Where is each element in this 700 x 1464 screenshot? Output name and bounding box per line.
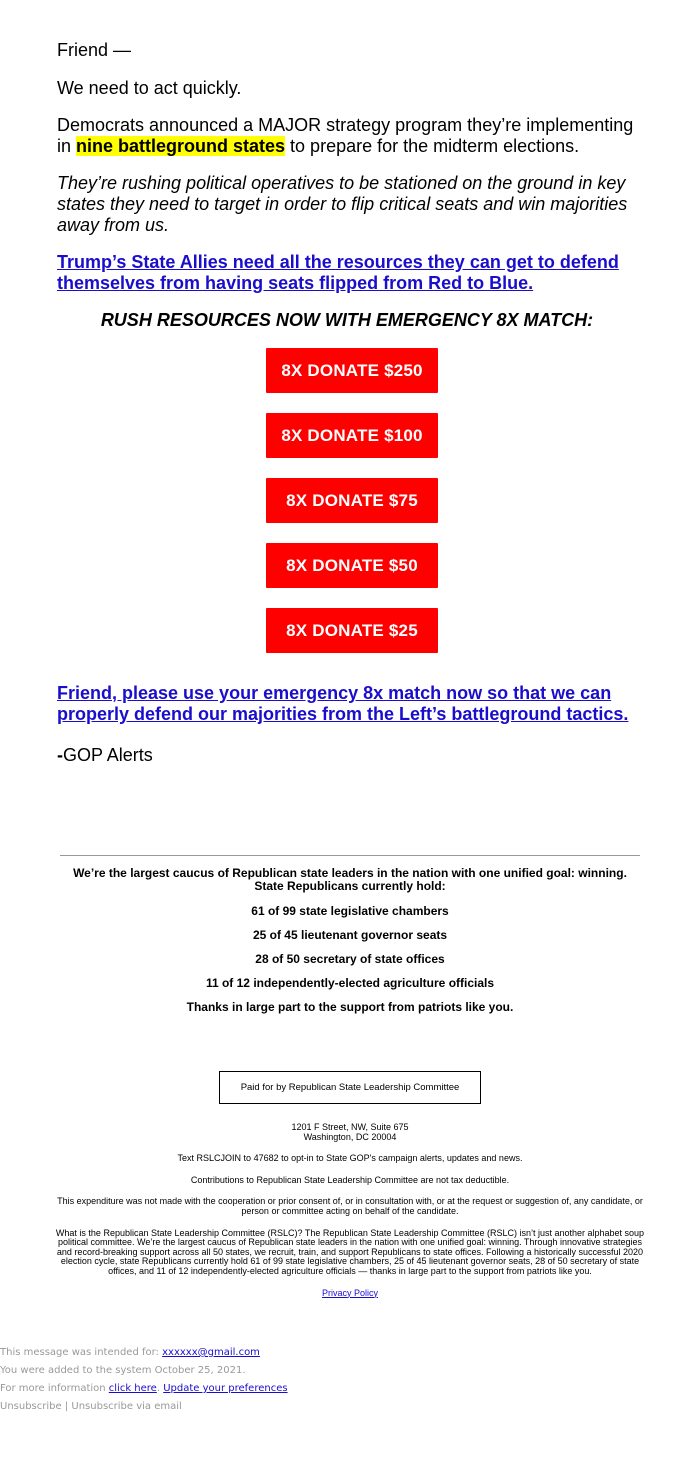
- signature-name: GOP Alerts: [63, 745, 153, 765]
- more-info-label: For more information: [0, 1383, 109, 1394]
- stat-item: 11 of 12 independently-elected agriculture officials: [205, 976, 495, 990]
- intended-label: This message was intended for:: [0, 1347, 163, 1358]
- added-line: You were added to the system October 25, 2021.: [0, 1365, 246, 1376]
- address-line2: Washington, DC 20004: [303, 1131, 397, 1142]
- stats-section: [60, 867, 640, 1025]
- donate-buttons: [57, 348, 647, 673]
- strategy-text-pre: Democrats announced a MAJOR strategy program they’re implementing in: [57, 115, 634, 156]
- stat-item: 28 of 50 secretary of state offices: [255, 952, 445, 966]
- stats-intro-line1: We’re the largest caucus of Republican state leaders in the nation with one unified goal: winning.: [73, 866, 627, 880]
- stats-intro: [60, 867, 640, 893]
- donate-250-button[interactable]: 8X DONATE $250: [266, 348, 438, 393]
- address-line1: 1201 F Street, NW, Suite 675: [291, 1122, 409, 1132]
- update-preferences-link[interactable]: Update your preferences: [163, 1383, 288, 1394]
- stat-item: 61 of 99 state legislative chambers: [251, 904, 449, 918]
- donate-50-button[interactable]: 8X DONATE $50: [266, 543, 438, 588]
- signature: [57, 745, 647, 766]
- separator: |: [61, 1401, 72, 1412]
- not-deductible: Contributions to Republican State Leadership Committee are not tax deductible.: [190, 1174, 510, 1185]
- donate-100-button[interactable]: 8X DONATE $100: [266, 413, 438, 458]
- greeting: Friend —: [57, 40, 132, 60]
- unsubscribe-email-link[interactable]: Unsubscribe via email: [71, 1401, 182, 1412]
- stat-item: 25 of 45 lieutenant governor seats: [252, 928, 448, 942]
- allies-link[interactable]: Trump’s State Allies need all the resources they can get to defend themselves from having seats flipped from Red to Blue.: [57, 252, 619, 293]
- expenditure-disclaimer: This expenditure was not made with the cooperation or prior consent of, or in consultation with, or at the request or suggestion of, any candidate, or person or committee acting on behalf of the candidate.: [57, 1196, 643, 1216]
- about-rslc: What is the Republican State Leadership Committee (RSLC)? The Republican State Leadership Committee (RSLC) isn’t just another alphabet soup political committee. We’re the largest caucus of Republican state leaders in the nation with one unified goal: winning. Through innovative strategies and record-breaking support across all 50 states, we recruit, train, and support Republicans to state offices. Following a historically successful 2020 election cycle, state Republicans currently hold 61 of 99 state legislative chambers, 25 of 45 lieutenant governor seats, 28 of 50 secretary of state offices, and 11 of 12 independently-elected agriculture officials — thanks in large part to the support from patriots like you.: [55, 1227, 645, 1276]
- intended-for-line: [0, 1344, 400, 1362]
- privacy-policy-link[interactable]: Privacy Policy: [321, 1287, 378, 1298]
- donate-25-button[interactable]: 8X DONATE $25: [266, 608, 438, 653]
- strategy-paragraph: [57, 115, 647, 157]
- signature-dash: -: [57, 745, 63, 765]
- donate-75-button[interactable]: 8X DONATE $75: [266, 478, 438, 523]
- intended-email-link[interactable]: xxxxxx@gmail.com: [162, 1347, 260, 1358]
- email-body: [57, 40, 647, 766]
- operatives-paragraph: They’re rushing political operatives to be stationed on the ground in key states they need to target in order to flip critical seats and win majorities away from us.: [57, 173, 628, 235]
- rush-heading: RUSH RESOURCES NOW WITH EMERGENCY 8X MATCH:: [100, 310, 594, 330]
- highlighted-text: nine battleground states: [76, 136, 286, 156]
- act-quickly-line: We need to act quickly.: [57, 78, 242, 98]
- email-meta: [0, 1344, 400, 1416]
- period: .: [156, 1383, 164, 1394]
- text-optin: Text RSLCJOIN to 47682 to opt-in to State GOP's campaign alerts, updates and news.: [177, 1153, 523, 1164]
- allies-paragraph: [57, 252, 647, 294]
- privacy-row: [52, 1289, 648, 1299]
- stats-thanks: Thanks in large part to the support from patriots like you.: [186, 1000, 514, 1014]
- more-info-line: [0, 1380, 400, 1398]
- match-link[interactable]: Friend, please use your emergency 8x match now so that we can properly defend our majorities from the Left’s battleground tactics.: [57, 683, 629, 724]
- footer-divider: [60, 855, 640, 856]
- match-paragraph: [57, 683, 647, 725]
- legal-footer: [52, 1123, 648, 1310]
- address: [52, 1123, 648, 1142]
- unsubscribe-line: [0, 1398, 400, 1416]
- click-here-link[interactable]: click here: [108, 1383, 157, 1394]
- strategy-text-post: to prepare for the midterm elections.: [285, 136, 580, 156]
- paid-for-box: Paid for by Republican State Leadership Committee: [219, 1071, 481, 1104]
- stats-intro-line2: State Republicans currently hold:: [254, 879, 446, 893]
- unsubscribe-link[interactable]: Unsubscribe: [0, 1401, 62, 1412]
